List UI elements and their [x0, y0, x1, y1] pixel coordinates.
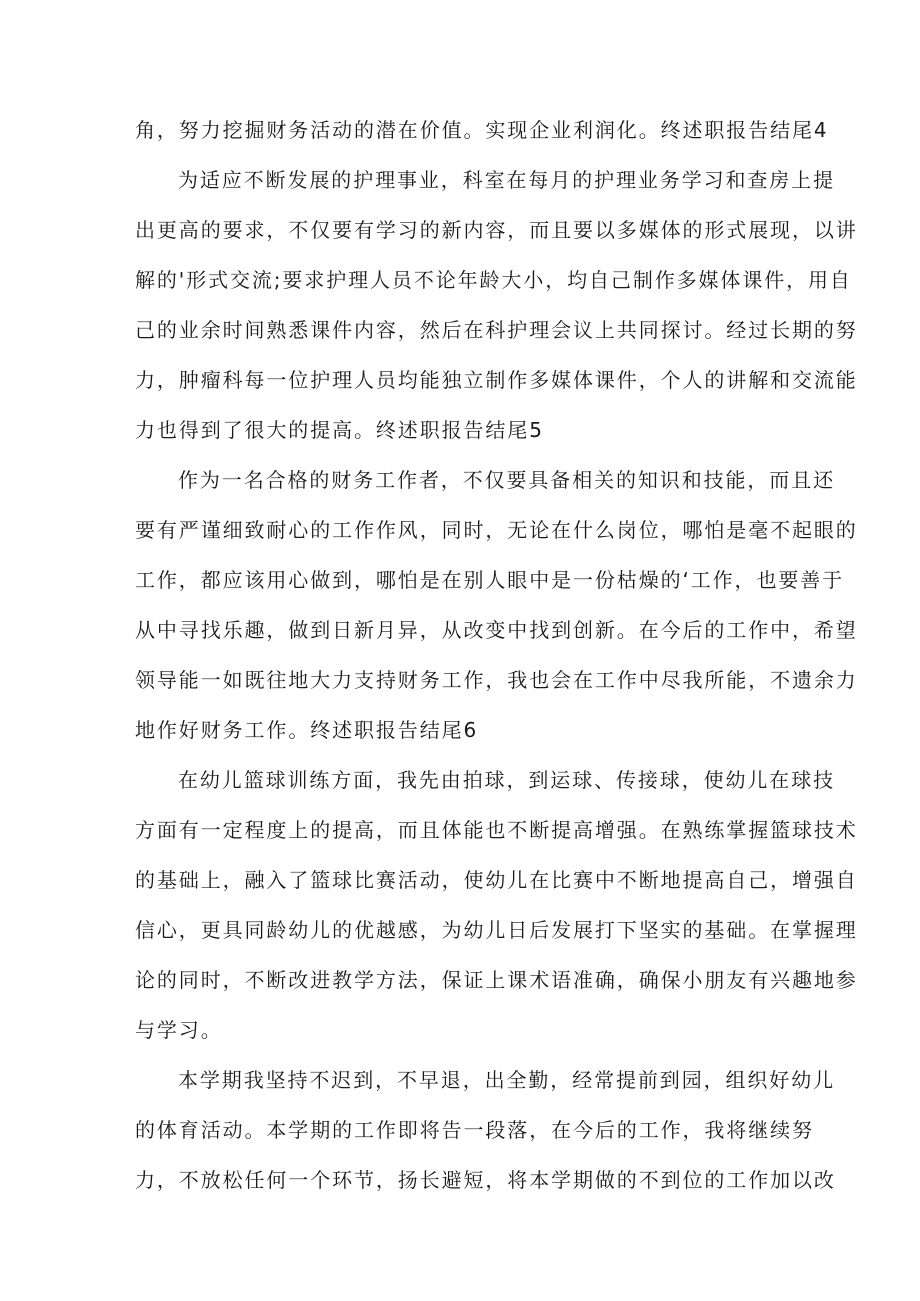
text-line: 的基础上，融入了篮球比赛活动，使幼儿在比赛中不断地提高自己，增强自 [135, 868, 858, 892]
text-line: 解的'形式交流;要求护理人员不论年龄大小，均自己制作多媒体课件，用自 [135, 268, 852, 292]
paragraph-first-line: 为适应不断发展的护理事业，科室在每月的护理业务学习和查房上提 [178, 168, 835, 192]
paragraph-first-line: 本学期我坚持不迟到，不早退，出全勤，经常提前到园，组织好幼儿 [178, 1068, 835, 1092]
text-line: 要有严谨细致耐心的工作作风，同时，无论在什么岗位，哪怕是毫不起眼的 [135, 518, 858, 542]
text-line: 工作，都应该用心做到，哪怕是在别人眼中是一份枯燥的‘工作，也要善于 [135, 568, 845, 592]
text-line: 论的同时，不断改进教学方法，保证上课术语准确，确保小朋友有兴趣地参 [135, 968, 858, 992]
text-line: 领导能一如既往地大力支持财务工作，我也会在工作中尽我所能，不遗余力 [135, 668, 858, 692]
text-line: 力，不放松任何一个环节，扬长避短，将本学期做的不到位的工作加以改 [135, 1168, 836, 1192]
text-line: 己的业余时间熟悉课件内容，然后在科护理会议上共同探讨。经过长期的努 [135, 318, 858, 342]
text-line: 与学习。 [135, 1018, 223, 1042]
text-line: 力也得到了很大的提高。终述职报告结尾5 [135, 418, 544, 442]
text-line: 的体育活动。本学期的工作即将告一段落，在今后的工作，我将继续努 [135, 1118, 814, 1142]
paragraph-first-line: 在幼儿篮球训练方面，我先由拍球，到运球、传接球，使幼儿在球技 [178, 768, 835, 792]
text-line: 角，努力挖掘财务活动的潜在价值。实现企业利润化。终述职报告结尾4 [135, 118, 829, 142]
text-line: 力，肿瘤科每一位护理人员均能独立制作多媒体课件，个人的讲解和交流能 [135, 368, 858, 392]
text-line: 地作好财务工作。终述职报告结尾6 [135, 718, 479, 742]
paragraph-first-line: 作为一名合格的财务工作者，不仅要具备相关的知识和技能，而且还 [178, 468, 835, 492]
text-line: 方面有一定程度上的提高，而且体能也不断提高增强。在熟练掌握篮球技术 [135, 818, 858, 842]
text-line: 从中寻找乐趣，做到日新月异，从改变中找到创新。在今后的工作中，希望 [135, 618, 858, 642]
text-line: 信心，更具同龄幼儿的优越感，为幼儿日后发展打下坚实的基础。在掌握理 [135, 918, 858, 942]
text-line: 出更高的要求，不仅要有学习的新内容，而且要以多媒体的形式展现，以讲 [135, 218, 858, 242]
